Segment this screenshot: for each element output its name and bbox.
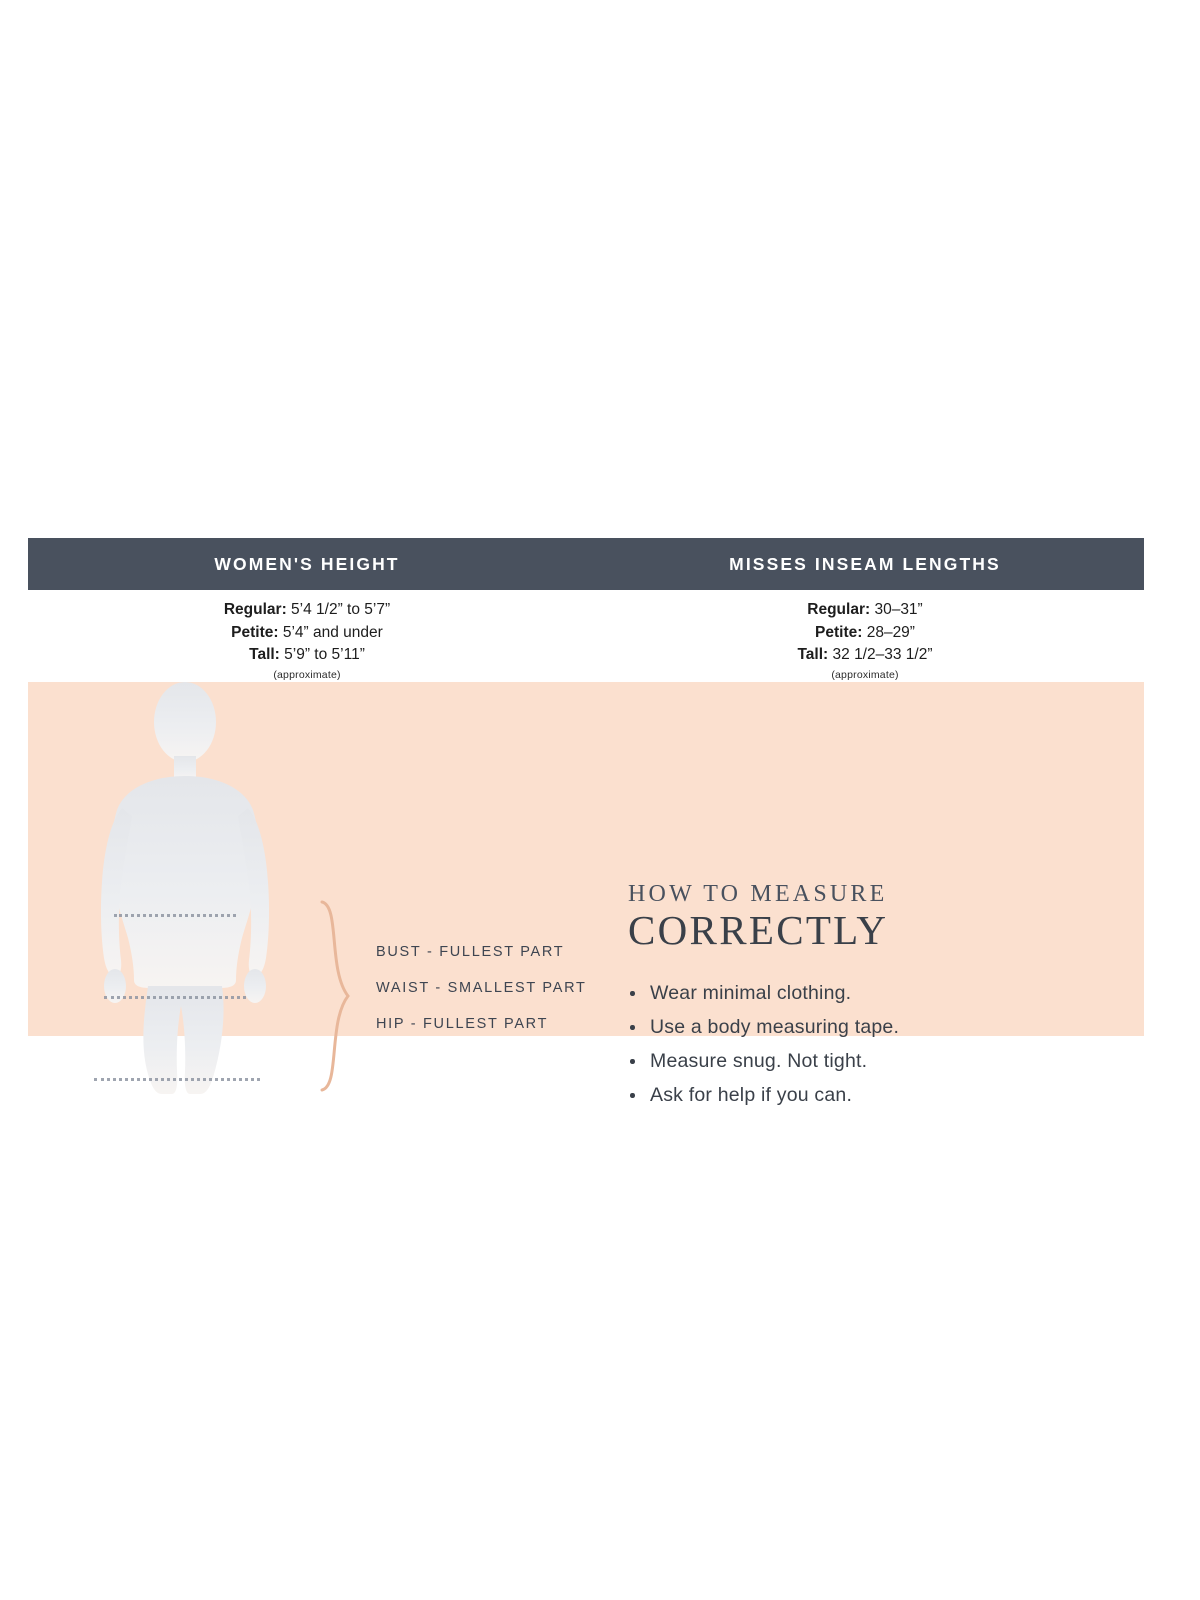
- label-hip: HIP - FULLEST PART: [376, 1016, 549, 1032]
- label-bust: BUST - FULLEST PART: [376, 944, 565, 960]
- height-petite-value: 5’4” and under: [282, 623, 383, 641]
- height-regular-label: Regular:: [223, 601, 287, 618]
- inseam-petite-value: 28–29”: [866, 623, 915, 641]
- size-guide-chart: [28, 538, 1144, 1107]
- column-header-misses-inseam-lengths: MISSES INSEAM LENGTHS: [729, 553, 1001, 574]
- height-tall-value: 5’9” to 5’11”: [284, 646, 365, 663]
- misses-inseam-values: [586, 590, 1144, 682]
- height-approx-note: (approximate): [273, 668, 341, 681]
- how-to-measure-tips: [628, 978, 1098, 1110]
- measurement-label-list: [376, 944, 587, 1052]
- how-to-measure-panel: [28, 682, 1144, 1107]
- inseam-tall-value: 32 1/2–33 1/2”: [832, 646, 933, 663]
- how-to-measure-block: [628, 882, 1098, 1114]
- inseam-row-tall: [797, 644, 932, 667]
- hip-measurement-line: [94, 1078, 260, 1081]
- tip-item: Ask for help if you can.: [628, 1080, 1098, 1110]
- curly-brace-icon: [318, 900, 352, 1092]
- waist-measurement-line: [104, 996, 246, 999]
- inseam-regular-label: Regular:: [807, 601, 871, 618]
- chart-header-bar: [28, 538, 1144, 590]
- height-tall-label: Tall:: [249, 646, 280, 663]
- inseam-regular-value: 30–31”: [874, 601, 923, 618]
- bust-measurement-line: [114, 914, 236, 917]
- tip-item: Measure snug. Not tight.: [628, 1046, 1098, 1076]
- how-to-measure-kicker: HOW TO MEASURE: [628, 881, 888, 907]
- height-petite-label: Petite:: [231, 623, 279, 641]
- female-silhouette-icon: [70, 594, 300, 1094]
- tip-item: Use a body measuring tape.: [628, 1012, 1098, 1042]
- inseam-row-regular: [807, 599, 922, 622]
- inseam-petite-label: Petite:: [815, 623, 863, 641]
- inseam-row-petite: [815, 622, 915, 645]
- tip-item: Wear minimal clothing.: [628, 978, 1098, 1008]
- height-regular-value: 5’4 1/2” to 5’7”: [291, 601, 391, 618]
- column-header-womens-height: WOMEN'S HEIGHT: [214, 553, 400, 574]
- inseam-approx-note: (approximate): [831, 668, 899, 681]
- inseam-tall-label: Tall:: [797, 646, 829, 663]
- how-to-measure-title: CORRECTLY: [628, 907, 889, 953]
- label-waist: WAIST - SMALLEST PART: [376, 980, 587, 996]
